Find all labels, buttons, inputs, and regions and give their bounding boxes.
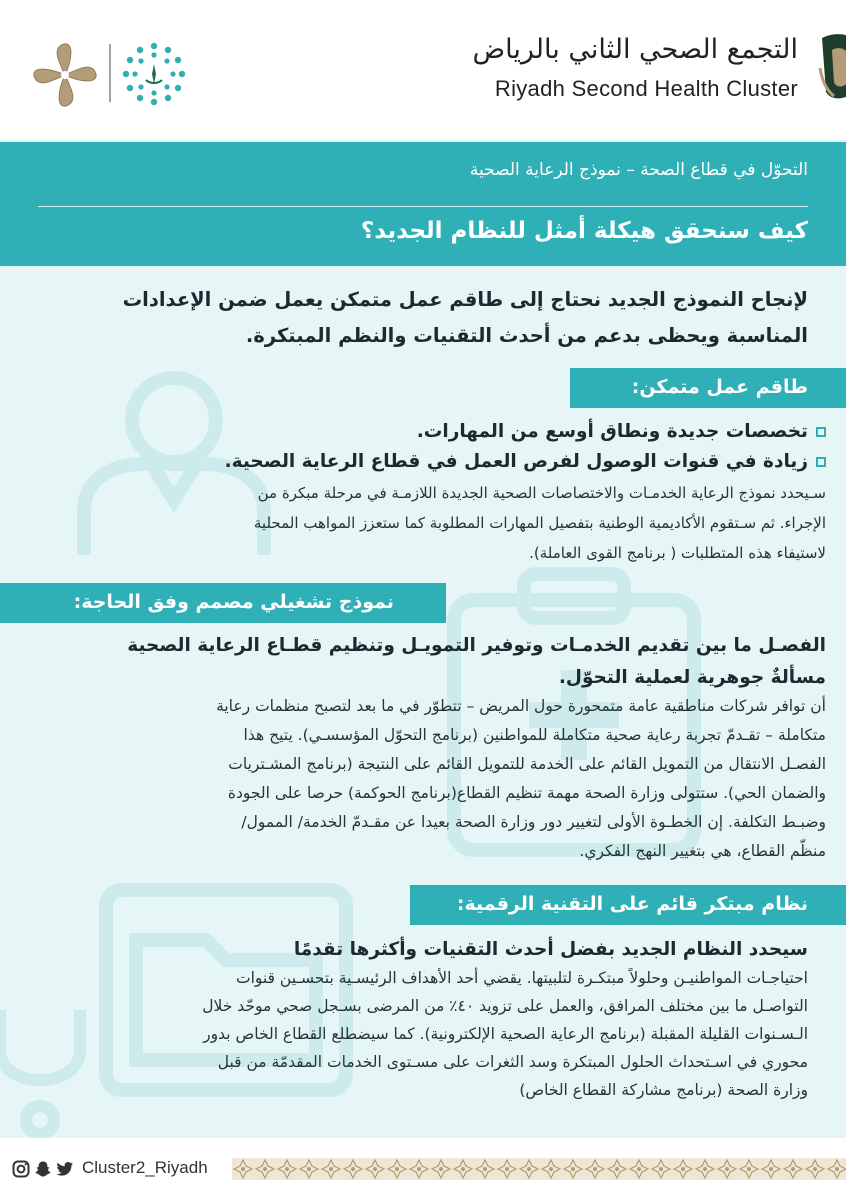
banner-divider bbox=[38, 206, 808, 207]
body-line: لاستيفاء هذه المتطلبات ( برنامج القوى العاملة). bbox=[529, 544, 826, 562]
decorative-pattern-strip bbox=[232, 1158, 846, 1180]
section-bar-workforce bbox=[570, 368, 846, 408]
body-line: أن توافر شركات مناطقية عامة متمحورة حول المريض – تتطوّر في ما بعد لتصبح منظمات رعاية bbox=[216, 697, 826, 715]
body-line: وزارة الصحة (برنامج مشاركة القطاع الخاص) bbox=[519, 1081, 808, 1099]
workforce-body bbox=[18, 478, 826, 568]
lead-line: مسألةٌ جوهرية لعملية التحوّل. bbox=[558, 667, 826, 688]
body-line: منظّم القطاع، هي بتغيير النهج الفكري. bbox=[579, 842, 826, 860]
org-name-arabic: التجمع الصحي الثاني بالرياض bbox=[472, 34, 798, 65]
body-line: سـيحدد نموذج الرعاية الخدمـات والاختصاصات الصحية الجديدة اللازمـة في مرحلة مبكرة من bbox=[257, 484, 826, 502]
digital-lead bbox=[18, 934, 808, 966]
body-line: احتياجـات المواطنيـن وحلولاً مبتكـرة لتلبيتها. يقضي أحد الأهداف الرئيسـية بتحسـين قنوات bbox=[236, 969, 808, 987]
bullet-item bbox=[225, 451, 826, 472]
body-line: الإجراء. ثم سـتقوم الأكاديمية الوطنية بتفصيل المهارات المطلوبة كما ستعزز المواهب المحلية bbox=[253, 514, 826, 532]
section-title-digital: نظام مبتكر قائم على التقنية الرقمية: bbox=[456, 893, 808, 915]
breadcrumb: التحوّل في قطاع الصحة – نموذج الرعاية الصحية bbox=[469, 160, 808, 180]
org-name-english: Riyadh Second Health Cluster bbox=[494, 76, 798, 101]
cluster-flower-logo bbox=[30, 40, 100, 110]
saudi-vision-logo bbox=[120, 40, 188, 108]
body-line: محوري في اسـتحداث الحلول المبتكرة وسد الثغرات على مسـتوى الخدمات المقدمّة من قبل bbox=[217, 1053, 808, 1071]
section-bar-operating-model bbox=[0, 583, 446, 623]
body-line: والضمان الحي). ستتولى وزارة الصحة مهمة تنظيم القطاع(برنامج الحوكمة) حرصا على الجودة bbox=[227, 784, 826, 802]
body-line: الـسـنوات القليلة المقبلة (برنامج الرعاية الصحية الإلكترونية). كما سيضطلع القطاع الخاص بدور bbox=[203, 1025, 808, 1043]
bullet-text: زيادة في قنوات الوصول لفرص العمل في قطاع الرعاية الصحية. bbox=[224, 451, 808, 472]
snapchat-icon[interactable] bbox=[34, 1160, 52, 1178]
intro-line: المناسبة ويحظى بدعم من أحدث التقنيات والنظم المبتكرة. bbox=[245, 324, 808, 347]
twitter-icon[interactable] bbox=[56, 1160, 74, 1178]
operating-model-lead bbox=[18, 630, 826, 694]
bullet-text: تخصصات جديدة ونطاق أوسع من المهارات. bbox=[416, 421, 808, 442]
page-footer bbox=[0, 1138, 846, 1200]
bullet-square-icon bbox=[816, 457, 826, 467]
lead-line: سيحدد النظام الجديد بفضل أحدث التقنيات وأكثرها تقدمًا bbox=[293, 939, 808, 960]
page-header bbox=[0, 0, 846, 140]
social-handle[interactable]: Cluster2_Riyadh bbox=[82, 1158, 208, 1177]
body-line: متكاملة – تقـدمّ تجربة رعاية صحية متكاملة للمواطنين (برنامج التحوّل المؤسسـي). يتيح هذا bbox=[243, 726, 826, 744]
body-line: التواصـل ما بين مختلف المرافق، والعمل على تزويد ٤٠٪ من المرضى بسـجل صحي موحّد خلال bbox=[202, 997, 808, 1015]
intro-paragraph bbox=[38, 282, 808, 354]
operating-model-body bbox=[18, 692, 826, 866]
body-line: الفصـل الانتقال من التمويل القائم على الخدمة للتمويل القائم على النتيجة (برنامج المشـتريات bbox=[228, 755, 826, 773]
intro-line: لإنجاح النموذج الجديد نحتاج إلى طاقم عمل متمكن يعمل ضمن الإعدادات bbox=[122, 288, 808, 311]
section-title-workforce: طاقم عمل متمكن: bbox=[631, 376, 808, 398]
body-line: وضبـط التكلفة. إن الخطـوة الأولى لتغيير دور وزارة الصحة بعيدا عن مقـدمّ الخدمة/ الممول/ bbox=[241, 813, 826, 831]
bullet-item bbox=[417, 421, 826, 442]
instagram-icon[interactable] bbox=[12, 1160, 30, 1178]
bullet-square-icon bbox=[816, 427, 826, 437]
page-title: كيف سنحقق هيكلة أمثل للنظام الجديد؟ bbox=[360, 218, 808, 244]
lead-line: الفصـل ما بين تقديم الخدمـات وتوفير التمويـل وتنظيم قطـاع الرعاية الصحية bbox=[127, 635, 826, 656]
section-title-operating-model: نموذج تشغيلي مصمم وفق الحاجة: bbox=[73, 591, 394, 613]
section-bar-digital bbox=[410, 885, 846, 925]
digital-body bbox=[18, 964, 808, 1104]
health-cluster-emblem bbox=[818, 28, 846, 104]
logo-divider bbox=[109, 44, 111, 102]
